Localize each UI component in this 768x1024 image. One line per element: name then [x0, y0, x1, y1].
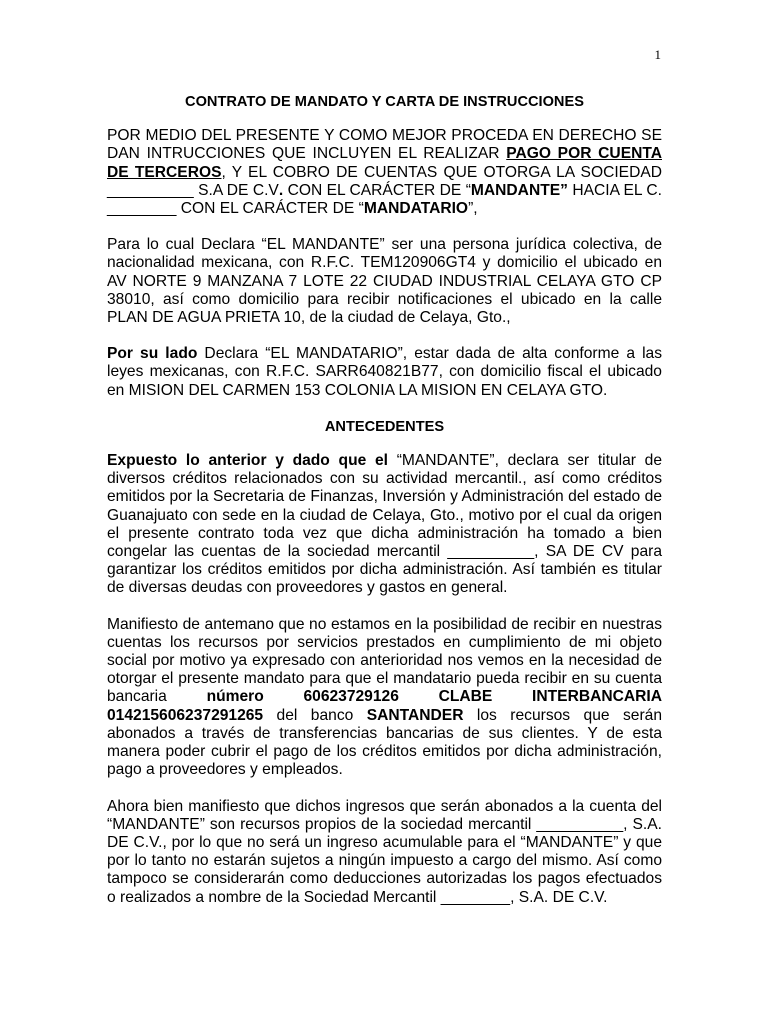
- intro-text-4: HACIA EL C. ________ CON EL CARÁCTER DE “: [107, 181, 662, 218]
- page-number: 1: [654, 47, 661, 62]
- antecedentes-1-text: “MANDANTE”, declara ser titular de diversos créditos relacionados con su actividad mercantil., así como créditos emitidos por la Secretaria de Finanzas, Inversión y Administración del estado de Guanajuato con sede en la ciudad de Celaya, Gto., motivo por el cual da origen el presente contrato toda vez que dicha administración ha tomado a bien congelar las cuentas de la sociedad mercantil __________, SA DE CV para garantizar los créditos emitidos por dicha administración. Así también es titular de diversas deudas con proveedores y gastos en general.: [107, 452, 663, 597]
- document-body: [107, 93, 662, 907]
- intro-text-3: CON EL CARÁCTER DE “: [283, 181, 471, 199]
- declaration-mandatario-paragraph: [107, 345, 662, 400]
- declaration-mandatario-lead: Por su lado: [107, 345, 198, 363]
- intro-text-5: ”,: [468, 200, 478, 218]
- bank-name: SANTANDER: [366, 706, 464, 724]
- antecedentes-paragraph-2: [107, 616, 662, 780]
- intro-text-2: , Y EL COBRO DE CUENTAS QUE OTORGA LA SOCIEDAD __________ S.A DE C.V: [107, 163, 662, 199]
- declaration-mandatario-text: Declara “EL MANDATARIO”, estar dada de alta conforme a las leyes mexicanas, con R.F.C. SARR640821B77, con domicilio fiscal el ubicado en MISION DEL CARMEN 153 COLONIA LA MISION EN CELAYA GTO.: [107, 345, 662, 399]
- declaration-mandante-paragraph: Para lo cual Declara “EL MANDANTE” ser una persona jurídica colectiva, de nacionalidad mexicana, con R.F.C. TEM120906GT4 y domicilio el ubicado en AV NORTE 9 MANZANA 7 LOTE 22 CIUDAD INDUSTRIAL CELAYA GTO CP 38010, así como domicilio para recibir notificaciones el ubicado en la calle PLAN DE AGUA PRIETA 10, de la ciudad de Celaya, Gto.,: [107, 236, 662, 327]
- antecedentes-lead: Expuesto lo anterior y dado que el: [107, 452, 388, 470]
- antecedentes-2-text-2: del banco: [263, 706, 367, 724]
- antecedentes-paragraph-1: [107, 452, 662, 598]
- intro-text-1: POR MEDIO DEL PRESENTE Y COMO MEJOR PROCEDA EN DERECHO SE DAN INTRUCCIONES QUE INCLUYEN EL REALIZAR: [107, 127, 662, 163]
- antecedentes-paragraph-3: Ahora bien manifiesto que dichos ingresos que serán abonados a la cuenta del “MANDANTE” son recursos propios de la sociedad mercantil __________, S.A. DE C.V., por lo que no será un ingreso acumulable para el “MANDANTE” y que por lo tanto no estarán sujetos a ningún impuesto a cargo del mismo. Así como tampoco se considerarán como deducciones autorizadas los pagos efectuados o realizados a nombre de la Sociedad Mercantil ________, S.A. DE C.V.: [107, 797, 662, 906]
- document-title: CONTRATO DE MANDATO Y CARTA DE INSTRUCCIONES: [185, 94, 584, 110]
- antecedentes-2-text-3: los recursos que serán abonados a través de transferencias bancarias de sus clientes. Y de esta manera poder cubrir el pago de los créditos emitidos por dicha administración, pago a proveedores y empleados.: [107, 706, 662, 779]
- intro-bold-mandante: MANDANTE”: [470, 181, 568, 199]
- intro-bold-pago-terceros: PAGO POR CUENTA DE TERCEROS: [107, 145, 662, 181]
- bank-account-numbers: número 60623729126 CLABE INTERBANCARIA 014215606237291265: [107, 688, 662, 724]
- antecedentes-heading: ANTECEDENTES: [324, 418, 445, 435]
- intro-paragraph: [107, 127, 662, 218]
- intro-bold-comma: .: [278, 181, 284, 199]
- intro-bold-mandatario: MANDATARIO: [363, 200, 469, 218]
- antecedentes-2-text-1: Manifiesto de antemano que no estamos en la posibilidad de recibir en nuestras cuentas los recursos por servicios prestados en cumplimiento de mi objeto social por motivo ya expresado con anterioridad nos vemos en la necesidad de otorgar el presente mandato para que el mandatario pueda recibir en su cuenta bancaria: [107, 615, 662, 706]
